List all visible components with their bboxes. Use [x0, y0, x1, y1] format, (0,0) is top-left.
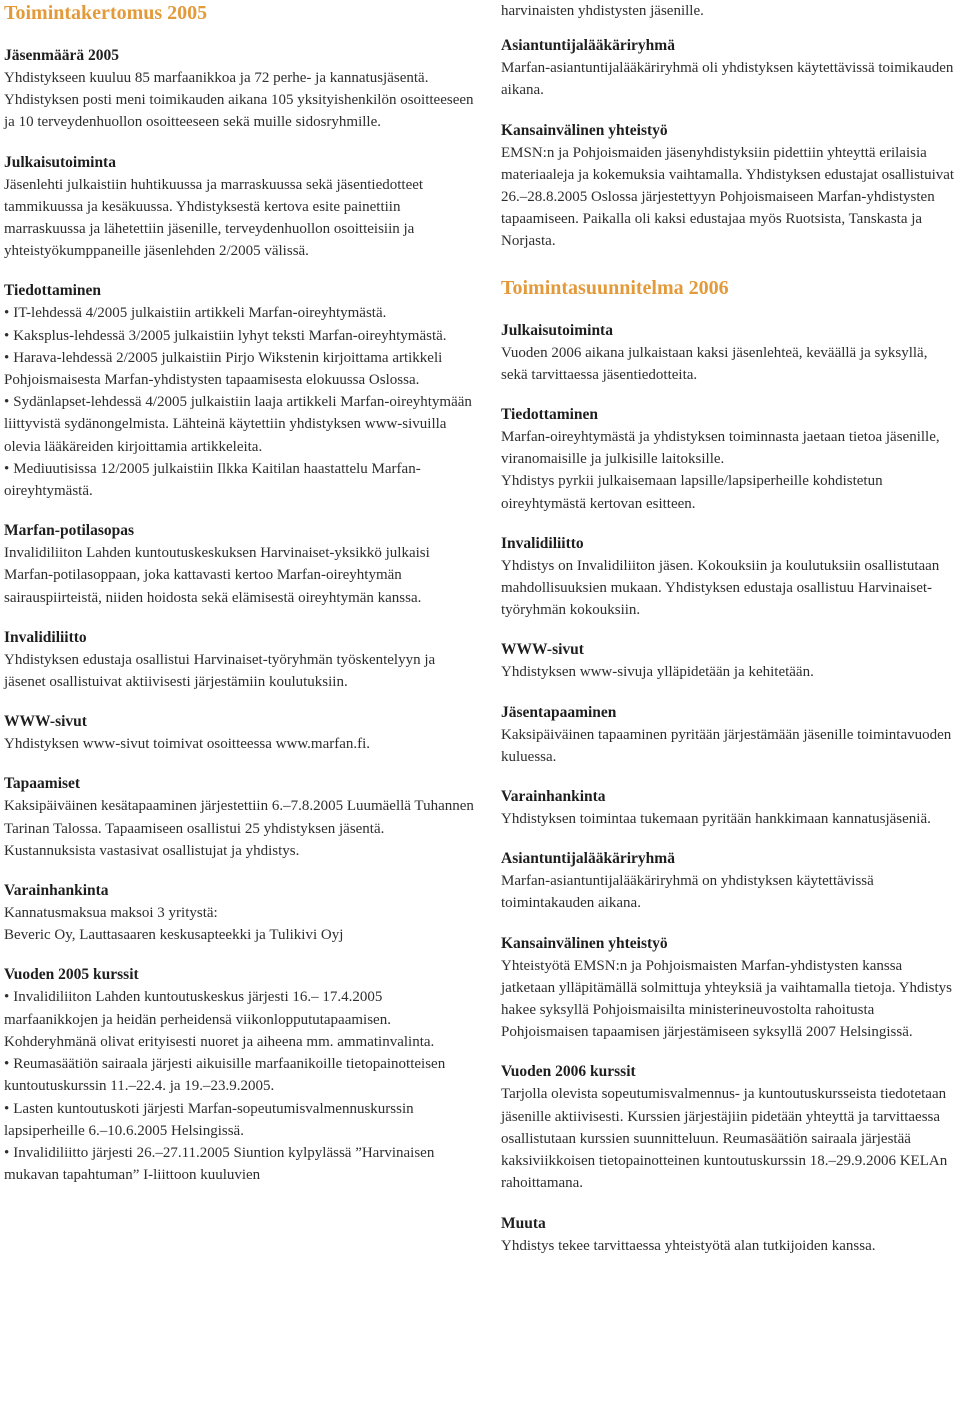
bullet-text: Kaksplus-lehdessä 3/2005 julkaistiin lyhyt teksti Marfan-oireyhtymästä. — [13, 327, 447, 344]
section-heading: Jäsenmäärä 2005 — [4, 47, 119, 64]
section-paragraph: Jäsenlehti julkaistiin huhtikuussa ja marraskuussa sekä jäsentiedotteet tammikuussa ja kesäkuussa. Yhdistyksestä kertova esite painettiin marraskuussa ja lähetettiin jäsenille, terveydenhuollon osoitteisiin ja yhteistyökumppaneille jäsenlehden 2/2005 välissä. — [4, 176, 424, 260]
bullet-dot: • — [4, 1144, 10, 1161]
bullet-text: Sydänlapset-lehdessä 4/2005 julkaistiin laaja artikkeli Marfan-oireyhtymään liittyvistä sydänongelmista. Lähteinä käytettiin yhdistyksen www-sivuilla olevia lääkäreiden kirjoittamia artikkeleita. — [4, 394, 472, 455]
bullet-text: Lasten kuntoutuskoti järjesti Marfan-sopeutumisvalmennuskurssin lapsiperheille 6.–10.6.2005 Helsingissä. — [4, 1100, 414, 1139]
section-paragraph: Vuoden 2006 aikana julkaistaan kaksi jäsenlehteä, keväällä ja syksyllä, sekä tarvittaessa jäsentiedotteita. — [501, 344, 928, 383]
section-paragraph: Marfan-asiantuntijalääkäriryhmä on yhdistyksen käytettävissä toimintakauden aikana. — [501, 873, 874, 912]
section-heading: Julkaisutoiminta — [4, 153, 116, 171]
bullet-item — [4, 1142, 474, 1186]
section-www-sivut — [501, 639, 957, 683]
section-heading: Asiantuntijalääkäriryhmä — [501, 850, 675, 868]
section-paragraph: Kannatusmaksua maksoi 3 yritystä: — [4, 905, 218, 922]
section-heading: Julkaisutoiminta — [501, 321, 613, 339]
bullet-text: Reumasäätiön sairaala järjesti aikuisille marfaanikoille tietopainotteisen kuntoutuskurssin 11.–22.4. ja 19.–23.9.2005. — [4, 1056, 446, 1095]
section-kansainvalinen-yhteistyo — [501, 933, 957, 1044]
section-tapaamiset — [4, 773, 474, 862]
section-heading: Muuta — [501, 1214, 546, 1232]
section-heading: Tiedottaminen — [501, 406, 599, 424]
section-paragraph: Yhdistyksen www-sivut toimivat osoitteessa www.marfan.fi. — [4, 736, 371, 753]
bullet-text: Mediuutisissa 12/2005 julkaistiin Ilkka Kaitilan haastattelu Marfan-oireyhtymästä. — [4, 460, 421, 500]
section-heading: Invalidiliitto — [501, 534, 584, 552]
section-heading: WWW-sivut — [501, 641, 584, 659]
section-varainhankinta — [4, 880, 474, 946]
bullet-text: Invalidiliiton Lahden kuntoutuskeskus järjesti 16.– 17.4.2005 marfaanikkojen ja heidän perheidensä viikonloppututapaamisen. Kohderyhmänä olivat erityisesti nuoret ja aiheena mm. ammatinvalinta. — [4, 989, 435, 1050]
bullet-dot: • — [4, 989, 10, 1006]
section-heading: Jäsentapaaminen — [501, 703, 617, 721]
section-paragraph: Yhdistyksen www-sivuja ylläpidetään ja kehitetään. — [501, 664, 814, 681]
bullet-text: Harava-lehdessä 2/2005 julkaistiin Pirjo Wikstenin kirjoittama artikkeli Pohjoismaisesta Marfan-yhdistysten tapaamisesta elokuussa Oslossa. — [4, 349, 443, 389]
section-muuta — [501, 1213, 957, 1257]
section-www-sivut — [4, 711, 474, 755]
section-vuoden-2006-kurssit — [501, 1061, 957, 1194]
plan-title: Toimintasuunnitelma 2006 — [501, 276, 729, 299]
section-paragraph: Invalidiliiton Lahden kuntoutuskeskuksen Harvinaiset-yksikkö julkaisi Marfan-potilasoppaan, joka kattavasti kertoo Marfan-oireyhtymän sairauspiirteistä, niiden hoidosta sekä elämisestä oireyhtymän kanssa. — [4, 545, 430, 606]
left-column — [4, 0, 474, 1186]
section-paragraph: EMSN:n ja Pohjoismaiden jäsenyhdistyksiin pidettiin yhteyttä erilaisia materiaaleja ja kokemuksia vaihtamalla. Yhdistyksen edustajat osallistuivat 26.–28.8.2005 Oslossa järjestettyyn Pohjoismaiseen Marfan-yhdistysten tapaamiseen. Paikalla oli kaksi edustajaa myös Ruotsista, Tanskasta ja Norjasta. — [501, 144, 955, 250]
section-paragraph: Yhteistyötä EMSN:n ja Pohjoismaisten Marfan-yhdistysten kanssa jatketaan ylläpitämällä solmittuja yhteyksiä ja vaihtamalla tietoja. Yhdistys hakee syksyllä Pohjoismaisilta ministerineuvostolta rahoitusta Pohjoismaisen tapaamisen järjestämiseen syksyllä 2007 Helsingissä. — [501, 957, 952, 1041]
section-asiantuntijalaakariryhma — [501, 35, 957, 101]
section-tiedottaminen — [4, 280, 474, 502]
section-asiantuntijalaakariryhma — [501, 848, 957, 914]
section-invalidiliitto — [4, 627, 474, 693]
section-paragraph: Yhdistyksen edustaja osallistui Harvinaiset-työryhmän työskentelyyn ja jäsenet osallistuivat aktiivisesti järjestämiin koulutuksiin. — [4, 651, 436, 691]
section-heading: Marfan-potilasopas — [4, 522, 135, 540]
bullet-dot: • — [4, 305, 10, 322]
bullet-text: Invalidiliitto järjesti 26.–27.11.2005 Siuntion kylpylässä ”Harvinaisen mukavan tapahtuman” I-liittoon kuuluvien — [4, 1144, 435, 1184]
section-varainhankinta — [501, 786, 957, 830]
section-paragraph: Marfan-asiantuntijalääkäriryhmä oli yhdistyksen käytettävissä toimikauden aikana. — [501, 60, 954, 99]
section-marfan-potilasopas — [4, 520, 474, 609]
section-paragraph: Yhdistys on Invalidiliiton jäsen. Kokouksiin ja koulutuksiin osallistutaan mahdollisuuksien mukaan. Yhdistyksen edustaja osallistuu Harvinaiset-työryhmän kokouksiin. — [501, 557, 940, 619]
bullet-dot: • — [4, 327, 10, 344]
bullet-item — [4, 391, 474, 458]
section-julkaisutoiminta — [4, 152, 474, 263]
section-paragraph: Yhdistyksen toimintaa tukemaan pyritään hankkimaan kannatusjäseniä. — [501, 811, 931, 828]
section-heading: Kansainvälinen yhteistyö — [501, 121, 668, 139]
bullet-dot: • — [4, 1100, 10, 1117]
report-title: Toimintakertomus 2005 — [4, 2, 208, 24]
bullet-item — [4, 1053, 474, 1097]
left-sections — [4, 45, 474, 1186]
bullet-dot: • — [4, 460, 10, 477]
section-heading: WWW-sivut — [4, 713, 87, 731]
section-julkaisutoiminta — [501, 320, 957, 386]
section-heading: Varainhankinta — [4, 882, 109, 900]
right-column — [501, 0, 957, 1257]
section-paragraph: Marfan-oireyhtymästä ja yhdistyksen toiminnasta jaetaan tietoa jäsenille, viranomaisille ja julkisille laitoksille. — [501, 429, 940, 468]
section-heading: Tapaamiset — [4, 775, 81, 793]
section-heading: Asiantuntijalääkäriryhmä — [501, 37, 675, 55]
bullet-item — [4, 347, 474, 391]
section-paragraph: Beveric Oy, Lauttasaaren keskusapteekki ja Tulikivi Oyj — [4, 927, 344, 944]
right-sections — [501, 320, 957, 1257]
section-heading: Varainhankinta — [501, 788, 606, 806]
bullet-dot: • — [4, 349, 10, 366]
bullet-dot: • — [4, 1056, 10, 1073]
section-tiedottaminen — [501, 404, 957, 515]
right-pre-sections — [501, 35, 957, 252]
continuation-text: harvinaisten yhdistysten jäsenille. — [501, 3, 704, 19]
bullet-item — [4, 458, 474, 502]
section-heading: Tiedottaminen — [4, 282, 102, 300]
section-jasentapaaminen — [501, 702, 957, 768]
section-heading: Vuoden 2006 kurssit — [501, 1063, 636, 1081]
bullet-item — [4, 986, 474, 1053]
section-heading: Invalidiliitto — [4, 628, 87, 646]
bullet-item — [4, 302, 474, 324]
section-invalidiliitto — [501, 533, 957, 622]
section-heading: Vuoden 2005 kurssit — [4, 966, 139, 984]
section-paragraph: Tarjolla olevista sopeutumisvalmennus- ja kuntoutuskursseista tiedotetaan jäsenille aktiivisesti. Kurssien järjestäjiin pidetään yhteyttä ja tarvittaessa osallistutaan kurssien suunnitteluun. Reumasäätiön sairaala järjestää kaksiviikkoisen tietopainotteinen kuntoutuskurssin 18.–29.9.2006 KELAn rahoittamana. — [501, 1086, 948, 1192]
section-paragraph: Yhdistys pyrkii julkaisemaan lapsille/lapsiperheille kohdistetun oireyhtymästä kertovan esitteen. — [501, 473, 883, 512]
bullet-dot: • — [4, 394, 10, 411]
section-paragraph: Yhdistys tekee tarvittaessa yhteistyötä alan tutkijoiden kanssa. — [501, 1237, 876, 1254]
section-vuoden-2005-kurssit — [4, 964, 474, 1186]
section-paragraph: Yhdistykseen kuuluu 85 marfaanikkoa ja 72 perhe- ja kannatusjäsentä. Yhdistyksen posti meni toimikauden aikana 105 yksityishenkilön osoitteeseen ja 10 terveydenhuollon osoitteeseen sekä muille sidosryhmille. — [4, 70, 474, 131]
bullet-item — [4, 325, 474, 347]
section-kansainvalinen-yhteistyo — [501, 120, 957, 253]
bullet-item — [4, 1098, 474, 1142]
section-jasenmaara-2005 — [4, 45, 474, 134]
bullet-text: IT-lehdessä 4/2005 julkaistiin artikkeli Marfan-oireyhtymästä. — [13, 305, 387, 322]
section-paragraph: Kaksipäiväinen tapaaminen pyritään järjestämään jäsenille toimintavuoden kuluessa. — [501, 726, 952, 765]
section-heading: Kansainvälinen yhteistyö — [501, 934, 668, 952]
section-paragraph: Kaksipäiväinen kesätapaaminen järjestettiin 6.–7.8.2005 Luumäellä Tuhannen Tarinan Talossa. Tapaamiseen osallistui 25 yhdistyksen jäsentä. Kustannuksista vastasivat osallistujat ja yhdistys. — [4, 798, 474, 859]
